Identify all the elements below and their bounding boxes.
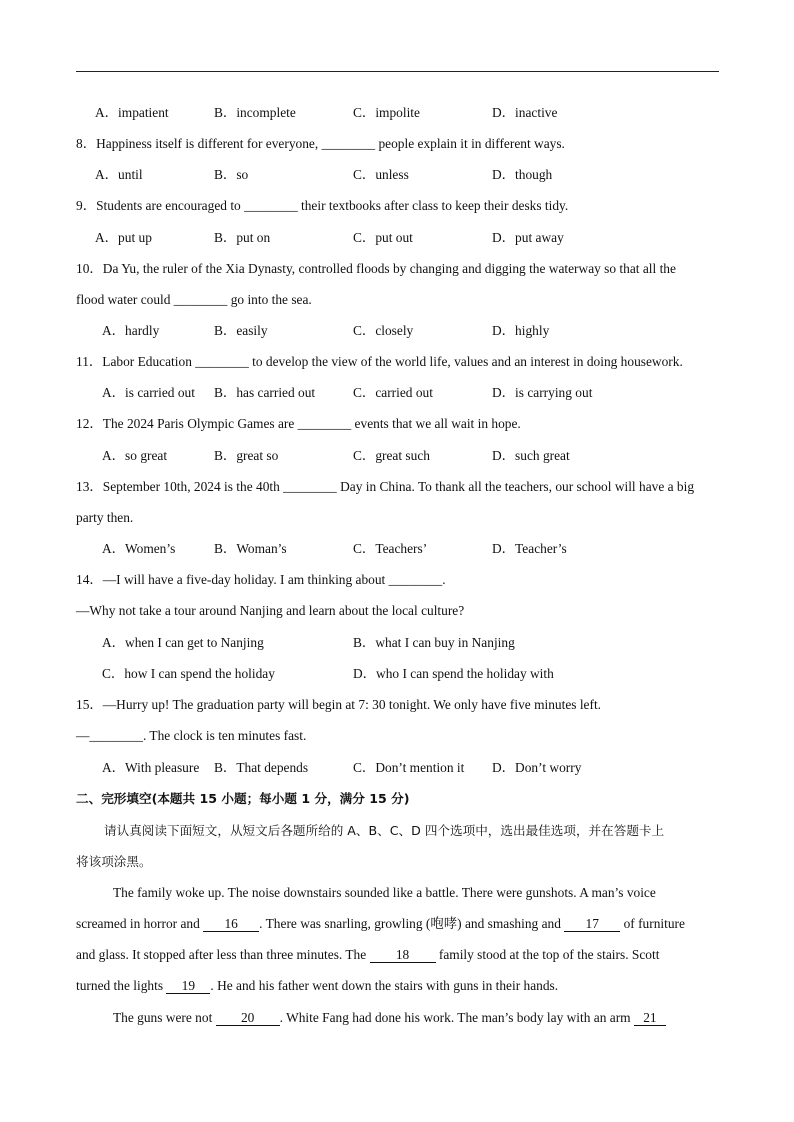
q10-question-line2 xyxy=(76,291,312,309)
q10-option-b[interactable]: B．easily xyxy=(214,323,268,338)
q14-option-c[interactable]: C．how I can spend the holiday xyxy=(102,666,275,681)
q15-option-b[interactable]: B．That depends xyxy=(214,760,309,775)
q8-option-d[interactable]: D．though xyxy=(492,167,553,182)
q14-question-line1 xyxy=(76,571,446,589)
q9-option-c[interactable]: C．put out xyxy=(353,230,413,245)
q9-option-a[interactable]: A．put up xyxy=(95,230,152,245)
blank-19: 19 xyxy=(166,979,210,994)
passage-text: and glass. It stopped after less than three minutes. The xyxy=(76,947,370,962)
q13-stem-end: Day in China. To thank all the teachers, our school will have a big xyxy=(336,479,695,494)
q11-option-b[interactable]: B．has carried out xyxy=(214,385,316,400)
q8-option-b[interactable]: B．so xyxy=(214,167,249,182)
q11-stem-end: to develop the view of the world life, values and an interest in doing housework. xyxy=(248,354,683,369)
section2-instruction-line2: 将该项涂黑。 xyxy=(76,854,152,869)
q10-question-line1: 10．Da Yu, the ruler of the Xia Dynasty, controlled floods by changing and digging the waterway so that all the xyxy=(76,261,676,276)
q12-option-d[interactable]: D．such great xyxy=(492,448,570,463)
q13-option-a[interactable]: A．Women’s xyxy=(102,541,176,556)
blank-20: 20 xyxy=(216,1011,280,1026)
q11-stem-start: 11．Labor Education xyxy=(76,354,196,369)
passage-text: family stood at the top of the stairs. Scott xyxy=(435,947,660,962)
q8-blank: ________ xyxy=(321,136,376,151)
q7-option-c[interactable]: C．impolite xyxy=(353,105,420,120)
passage-line3 xyxy=(76,946,659,964)
passage-text: screamed in horror and xyxy=(76,916,204,931)
q15-question-line2 xyxy=(76,727,306,745)
q14-stem-end: . xyxy=(442,572,446,587)
q15-option-c[interactable]: C．Don’t mention it xyxy=(353,760,465,775)
q12-option-b[interactable]: B．great so xyxy=(214,448,279,463)
blank-18: 18 xyxy=(370,948,436,963)
q15-option-d[interactable]: D．Don’t worry xyxy=(492,760,582,775)
q10-blank: ________ xyxy=(173,292,228,307)
q7-option-a[interactable]: A．impatient xyxy=(95,105,169,120)
passage-text: . He and his father went down the stairs with guns in their hands. xyxy=(210,978,559,993)
q12-option-c[interactable]: C．great such xyxy=(353,448,430,463)
passage-text: . There was snarling, growling (咆哮) and smashing and xyxy=(259,916,565,931)
q13-stem-start: 13．September 10th, 2024 is the 40th xyxy=(76,479,284,494)
q7-option-b[interactable]: B．incomplete xyxy=(214,105,296,120)
q10-option-d[interactable]: D．highly xyxy=(492,323,550,338)
passage-text: . White Fang had done his work. The man’s body lay with an arm xyxy=(279,1010,634,1025)
q11-option-d[interactable]: D．is carrying out xyxy=(492,385,593,400)
q10-stem-start: flood water could xyxy=(76,292,174,307)
q14-stem-start: 14．—I will have a five-day holiday. I am thinking about xyxy=(76,572,389,587)
section2-heading: 二、完形填空(本题共 15 小题；每小题 1 分，满分 15 分) xyxy=(76,791,410,806)
q9-stem-start: 9．Students are encouraged to xyxy=(76,198,245,213)
q9-stem-end: their textbooks after class to keep their desks tidy. xyxy=(297,198,569,213)
q14-question-line2: —Why not take a tour around Nanjing and learn about the local culture? xyxy=(76,603,465,618)
q8-question xyxy=(76,135,565,153)
q13-option-d[interactable]: D．Teacher’s xyxy=(492,541,567,556)
header-rule xyxy=(76,71,719,72)
q12-stem-end: events that we all wait in hope. xyxy=(351,416,521,431)
q11-blank: ________ xyxy=(195,354,249,369)
q11-question xyxy=(76,353,683,371)
q12-option-a[interactable]: A．so great xyxy=(102,448,168,463)
passage-line4 xyxy=(76,977,558,995)
q13-blank: ________ xyxy=(283,479,337,494)
q14-option-a[interactable]: A．when I can get to Nanjing xyxy=(102,635,264,650)
q10-stem-end: go into the sea. xyxy=(227,292,312,307)
passage-line1: The family woke up. The noise downstairs sounded like a battle. There were gunshots. A man’s voice xyxy=(113,885,656,900)
q9-option-b[interactable]: B．put on xyxy=(214,230,271,245)
q8-stem-end: people explain it in different ways. xyxy=(375,136,565,151)
q9-option-d[interactable]: D．put away xyxy=(492,230,564,245)
q10-option-a[interactable]: A．hardly xyxy=(102,323,160,338)
passage-text: The guns were not xyxy=(113,1010,216,1025)
q8-option-c[interactable]: C．unless xyxy=(353,167,409,182)
q12-blank: ________ xyxy=(297,416,352,431)
q15-stem-end: . The clock is ten minutes fast. xyxy=(142,728,307,743)
blank-17: 17 xyxy=(564,917,620,932)
q13-question-line2: party then. xyxy=(76,510,134,525)
q14-option-b[interactable]: B．what I can buy in Nanjing xyxy=(353,635,515,650)
q7-option-d[interactable]: D．inactive xyxy=(492,105,558,120)
q15-blank: ________ xyxy=(89,728,143,743)
q14-blank: ________ xyxy=(388,572,443,587)
blank-21: 21 xyxy=(634,1011,666,1026)
section2-instruction-line1: 请认真阅读下面短文，从短文后各题所给的 A、B、C、D 四个选项中，选出最佳选项，并在答题卡上 xyxy=(104,823,665,838)
passage-text: of furniture xyxy=(620,916,685,931)
q14-option-d[interactable]: D．who I can spend the holiday with xyxy=(353,666,554,681)
q8-option-a[interactable]: A．until xyxy=(95,167,143,182)
q15-option-a[interactable]: A．With pleasure xyxy=(102,760,200,775)
passage-line5 xyxy=(113,1009,666,1027)
q9-blank: ________ xyxy=(244,198,298,213)
q8-stem-start: 8．Happiness itself is different for everyone, xyxy=(76,136,322,151)
blank-16: 16 xyxy=(203,917,259,932)
q15-question-line1: 15．—Hurry up! The graduation party will begin at 7: 30 tonight. We only have five minutes left. xyxy=(76,697,602,712)
q12-question xyxy=(76,415,521,433)
q13-option-b[interactable]: B．Woman’s xyxy=(214,541,287,556)
passage-text: turned the lights xyxy=(76,978,167,993)
q9-question xyxy=(76,197,568,215)
q13-option-c[interactable]: C．Teachers’ xyxy=(353,541,428,556)
q13-question-line1 xyxy=(76,478,694,496)
q11-option-c[interactable]: C．carried out xyxy=(353,385,433,400)
q12-stem-start: 12．The 2024 Paris Olympic Games are xyxy=(76,416,298,431)
passage-line2 xyxy=(76,915,685,933)
q15-stem-start: — xyxy=(76,728,90,743)
q10-option-c[interactable]: C．closely xyxy=(353,323,414,338)
q11-option-a[interactable]: A．is carried out xyxy=(102,385,195,400)
